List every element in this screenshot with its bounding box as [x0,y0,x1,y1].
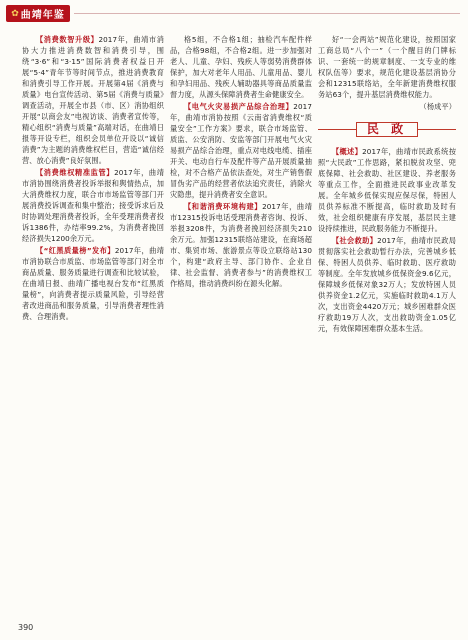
paragraph-text: 2017年，曲靖市消协按照《云南省消费维权“质量安全”工作方案》要求，联合市场监管、质监、公安消防、安监等部门开展电气火灾易损产品综合治理，重点对电线电缆、插座开关、电动自行车及配件等产品开展质量抽检，对不合格产品依法查处，对生产销售假冒伪劣产品的经营者依法追究责任，消除火灾隐患，提升消费者安全意识。 [170,102,312,199]
paragraph [318,101,456,112]
section-heading: 【社会救助】 [332,236,378,245]
paragraph [22,167,164,244]
paragraph-text: （杨成平） [419,102,456,111]
paragraph [318,34,456,100]
header-rule [74,13,460,14]
paragraph [22,34,164,166]
paragraph-text: 2017年，曲靖市民政系统按照“大民政”工作思路，紧扣脱贫攻坚、兜底保障、社会救助、社区建设、养老服务等重点工作，全面推进民政事业改革发展。全年城乡低保实现应保尽保，特困人员供养标准不断提高，临时救助及时有效，社会组织健康有序发展，基层民主建设持续推进，民政服务能力不断提升。 [318,147,456,233]
title-rule-left [318,129,356,130]
column-1 [22,34,164,604]
paragraph [170,34,312,100]
paragraph [170,101,312,200]
column-3 [318,34,456,604]
section-heading: 【和谐消费环境构建】 [184,202,263,211]
paragraph [22,245,164,322]
paragraph [170,201,312,289]
paragraph [318,235,456,334]
page-header [0,0,468,26]
section-heading: 【电气火灾易损产品综合治理】 [184,102,294,111]
paragraph-text: 2017年，曲靖市民政局贯彻落实社会救助暂行办法，完善城乡低保、特困人员供养、临时救助、医疗救助等制度。全年发放城乡低保资金9.6亿元，保障城乡低保对象32万人；发放特困人员供养资金1.2亿元，实施临时救助4.1万人次，支出资金4420万元；城乡困难群众医疗救助19万人次，支出救助资金1.05亿元，有效保障困难群众基本生活。 [318,236,456,333]
section-title: 民 政 [356,122,418,137]
section-heading: 【“红黑质量榜”发布】 [36,246,115,255]
header-title: 曲靖年鉴 [20,10,65,21]
flower-icon: ✿ [11,8,19,19]
paragraph-text: 2017年，曲靖市12315投诉电话受理消费者咨询、投诉、举报3208件，为消费者挽回经济损失210余万元。加强12315联络站建设，在商场超市、集贸市场、旅游景点等设立联络站130个，构建“政府主导、部门协作、企业自律、社会监督、消费者参与”的消费维权工作格局，推动消费纠纷在源头化解。 [170,202,312,288]
section-heading: 【消费维权精准监管】 [36,168,115,177]
paragraph-text: 2017年，曲靖市消协大力推进消费数智和消费引导，围绕“3·6”和“3·15”国际消费者权益日开展“5·4”青年节等时间节点，推进消费教育和消费引导工作开展。开展第4届《消费与质量》电台宣传活动、第5届《消费与质量》调查活动，开展全市县（市、区）消协组织开展“以商会友”电视访谈、消费者宣传等，精心组织“消费与质量”高端对话，在曲靖日报等开设专栏，组织会员单位开设以“诚信消费”为主题的消费维权栏目，营造“诚信经营、放心消费”良好氛围。 [22,35,164,165]
paragraph-text: 2017年，曲靖市消协围绕消费者投诉举报和舆情热点，加大消费维权力度，联合市市场监管等部门开展消费投诉调查和集中整治；接受诉求后及时协调处理消费者投诉，全年受理消费者投诉1386件，办结率99.2%，为消费者挽回经济损失1200余万元。 [22,168,164,243]
title-rule-right [418,129,456,130]
header-tab [6,5,70,22]
section-heading: 【消费数智升级】 [36,35,99,44]
paragraph-text: 好“一会两站”规范化建设，按照国家工商总局“八个一”（一个醒目的门牌标识、一套统一的规章制度、一支专业的维权队伍等）要求，规范化建设基层消协分会和12315联络站，全年新建消费维权服务站63个，提升基层消费维权能力。 [318,35,456,99]
paragraph-text: 2017年，曲靖市消协联合市质监、市场监管等部门对全市商品质量、服务质量进行调查和比较试验，在曲靖日报、曲靖广播电视台发布“红黑质量榜”，向消费者提示质量风险，引导经营者改进商品和服务质量，引导消费者理性消费、合理消费。 [22,246,164,321]
section-heading: 【概述】 [332,147,363,156]
paragraph-text: 格5组，不合格1组；抽检汽车配件样品，合格98组，不合格2组。进一步加强对老人、儿童、孕妇、残疾人等弱势消费群体保护，加大对老年人用品、儿童用品、婴儿和孕妇用品、残疾人辅助器具等商品质量监督力度，从源头保障消费者生命健康安全。 [170,35,312,99]
column-2 [170,34,312,604]
page-number: 390 [18,623,34,632]
paragraph [318,146,456,234]
section-title-box [318,118,456,140]
